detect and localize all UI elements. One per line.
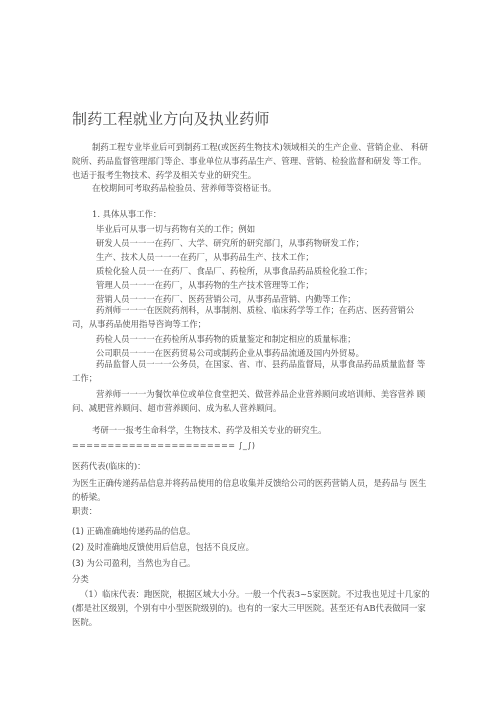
category-label: 分类 <box>72 574 89 584</box>
duty-number: (1) <box>72 526 84 536</box>
duty-item <box>72 557 195 569</box>
list-item: 研发人员一一一在药厂、大学、研究所的研究部门，从事药物研发工作； <box>96 238 364 248</box>
divider-line: ======================= ∫_∫) <box>72 441 256 450</box>
category-paragraph: （1）临床代表：跑医院，根据区域大小分。一般一个代表3~5家医院。不过我也见过十几家的(都是社区级别，个别有中小型医院级别的)。也有的一家大三甲医院。甚至还有AB代表做同一家医院。 <box>72 589 430 627</box>
pharmacist-item: 药剂师一一一在医院药剂科，从事制剂、质检、临床药学等工作；在药店、医药营销公 司，从事药品使用指导咨询等工作； <box>72 305 415 329</box>
duty-text: 为公司盈利，当然也为自己。 <box>86 558 196 568</box>
duty-number: (3) <box>72 558 84 568</box>
list-item: 公司职员一一一在医药贸易公司或制药企业从事药品流通及国内外贸易。 <box>96 348 364 358</box>
duty-number: (2) <box>72 542 84 552</box>
duty-item <box>72 525 195 537</box>
duty-text: 及时准确地反馈使用后信息，包括不良反应。 <box>86 542 255 552</box>
list-item: 质检化验人员一一在药厂、食品厂、药检所，从事食品药品质检化验工作； <box>96 266 373 276</box>
grad-study-line: 考研一一报考生命科学，生物技术、药学及相关专业的研究生。 <box>92 425 327 435</box>
document-title: 制药工程就业方向及执业药师 <box>72 110 270 128</box>
list-item: 药检人员一一一在药检所从事药物的质量鉴定和制定相应的质量标准； <box>96 334 356 344</box>
list-item: 管理人员一一一在药厂，从事药物的生产技术管理等工作； <box>96 280 314 290</box>
duties-label: 职责： <box>72 506 98 516</box>
med-rep-description: 为医生正确传递药品信息并将药品使用的信息收集并反馈给公司的医药营销人员，是药品与 医生的桥梁。 <box>72 478 427 502</box>
duty-text: 正确准确地传递药品的信息。 <box>86 526 196 536</box>
list-item: 营销人员一一一在药厂、医药营销公司，从事药品营销、内勤等工作； <box>96 294 356 304</box>
intro-paragraph: 制药工程专业毕业后可到制药工程(或医药生物技术)领域相关的生产企业、营销企业、 科研院所、药品监督管理部门等企、事业单位从事药品生产、管理、营销、检验监督和研发 等工作。也适于报考生物技术、药学及相关专业的研究生。 <box>72 142 428 180</box>
supervisor-item: 药品监督人员一一一公务员，在国家、省、市、县药品监督局，从事食品药品质量监督 等工作； <box>72 359 426 383</box>
duty-item <box>72 541 254 553</box>
med-rep-heading: 医药代表(临床的)： <box>72 461 146 471</box>
nutritionist-item: 营养师一一一为餐饮单位或单位食堂把关、做营养品企业营养顾问或培训师、美容营养 顾问、减肥营养顾问、超市营养顾问、成为私人营养顾问。 <box>72 389 426 413</box>
section-heading: 1. 具体从事工作： <box>92 209 162 219</box>
list-item: 生产、技术人员一一一在药厂，从事药品生产、技术工作； <box>96 252 314 262</box>
list-item: 毕业后可从事一切与药物有关的工作；例如 <box>96 224 256 234</box>
intro-certificates: 在校期间可考取药品检验员、营养师等资格证书。 <box>92 183 277 193</box>
